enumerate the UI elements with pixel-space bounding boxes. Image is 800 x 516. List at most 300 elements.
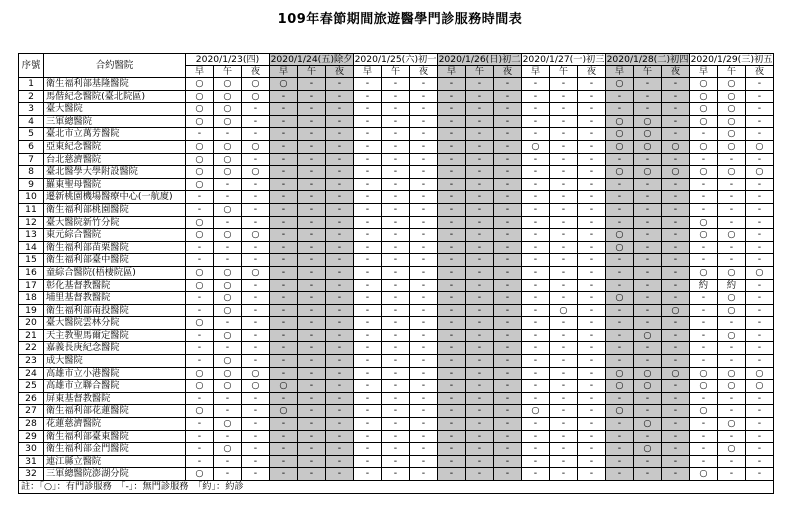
schedule-cell: - bbox=[494, 405, 522, 418]
schedule-cell: - bbox=[466, 304, 494, 317]
table-row bbox=[19, 153, 774, 166]
schedule-cell: - bbox=[410, 229, 438, 242]
schedule-cell: ○ bbox=[718, 140, 746, 153]
schedule-cell: - bbox=[606, 279, 634, 292]
schedule-cell: - bbox=[354, 355, 382, 368]
legend-note: 註：「○」：有門診服務 「-」：無門診服務 「約」：約診 bbox=[19, 481, 774, 494]
schedule-cell: - bbox=[326, 166, 354, 179]
schedule-cell: - bbox=[746, 342, 774, 355]
schedule-cell: - bbox=[438, 254, 466, 267]
hospital-name: 東元綜合醫院 bbox=[44, 229, 186, 242]
schedule-cell: - bbox=[522, 90, 550, 103]
schedule-cell: - bbox=[242, 405, 270, 418]
hospital-name: 衛生福利部金門醫院 bbox=[44, 443, 186, 456]
schedule-cell: - bbox=[326, 405, 354, 418]
schedule-cell: - bbox=[382, 229, 410, 242]
schedule-cell: - bbox=[662, 241, 690, 254]
schedule-cell: - bbox=[466, 468, 494, 481]
schedule-cell: - bbox=[550, 380, 578, 393]
schedule-cell: - bbox=[550, 342, 578, 355]
row-number: 30 bbox=[19, 443, 44, 456]
schedule-cell: - bbox=[466, 342, 494, 355]
schedule-cell: - bbox=[522, 443, 550, 456]
row-number: 10 bbox=[19, 191, 44, 204]
schedule-cell: ○ bbox=[746, 266, 774, 279]
schedule-cell: - bbox=[494, 90, 522, 103]
schedule-cell: ○ bbox=[606, 115, 634, 128]
schedule-cell: - bbox=[298, 455, 326, 468]
schedule-cell: - bbox=[438, 405, 466, 418]
schedule-cell: - bbox=[354, 166, 382, 179]
schedule-cell: - bbox=[186, 329, 214, 342]
schedule-cell: - bbox=[354, 292, 382, 305]
schedule-cell: - bbox=[662, 254, 690, 267]
schedule-cell: - bbox=[606, 304, 634, 317]
schedule-cell: - bbox=[634, 229, 662, 242]
schedule-cell: - bbox=[242, 203, 270, 216]
schedule-cell: - bbox=[242, 329, 270, 342]
schedule-cell: - bbox=[494, 380, 522, 393]
row-number: 29 bbox=[19, 430, 44, 443]
schedule-cell: - bbox=[634, 317, 662, 330]
session-header: 午 bbox=[634, 66, 662, 78]
schedule-cell: - bbox=[522, 241, 550, 254]
schedule-cell: - bbox=[298, 279, 326, 292]
schedule-cell: - bbox=[298, 128, 326, 141]
schedule-cell: - bbox=[494, 367, 522, 380]
schedule-cell: - bbox=[550, 455, 578, 468]
schedule-cell: - bbox=[382, 443, 410, 456]
schedule-cell: - bbox=[606, 103, 634, 116]
schedule-cell: ○ bbox=[186, 166, 214, 179]
schedule-cell: - bbox=[606, 455, 634, 468]
schedule-cell: - bbox=[466, 229, 494, 242]
date-header: 2020/1/28(二)初四 bbox=[606, 54, 689, 65]
schedule-cell: - bbox=[522, 266, 550, 279]
schedule-cell: - bbox=[186, 355, 214, 368]
schedule-cell: - bbox=[662, 216, 690, 229]
schedule-cell: - bbox=[634, 292, 662, 305]
schedule-cell: - bbox=[746, 443, 774, 456]
schedule-cell: - bbox=[242, 292, 270, 305]
schedule-cell: ○ bbox=[186, 216, 214, 229]
schedule-cell: - bbox=[606, 355, 634, 368]
schedule-cell: - bbox=[662, 115, 690, 128]
schedule-cell: - bbox=[410, 241, 438, 254]
row-number: 2 bbox=[19, 90, 44, 103]
schedule-cell: ○ bbox=[214, 78, 242, 91]
session-header: 夜 bbox=[242, 66, 270, 78]
table-row bbox=[19, 178, 774, 191]
schedule-cell: ○ bbox=[662, 166, 690, 179]
schedule-cell: - bbox=[354, 266, 382, 279]
schedule-cell: - bbox=[214, 191, 242, 204]
schedule-cell: - bbox=[410, 203, 438, 216]
hospital-name: 羅東聖母醫院 bbox=[44, 178, 186, 191]
schedule-cell: - bbox=[354, 191, 382, 204]
schedule-cell: - bbox=[186, 191, 214, 204]
hospital-name: 成大醫院 bbox=[44, 355, 186, 368]
schedule-cell: - bbox=[270, 178, 298, 191]
schedule-cell: - bbox=[690, 203, 718, 216]
schedule-cell: - bbox=[438, 380, 466, 393]
schedule-cell: - bbox=[522, 279, 550, 292]
schedule-cell: - bbox=[522, 203, 550, 216]
schedule-cell: - bbox=[522, 178, 550, 191]
schedule-cell: - bbox=[634, 78, 662, 91]
session-header: 午 bbox=[298, 66, 326, 78]
schedule-cell: - bbox=[382, 178, 410, 191]
schedule-cell: - bbox=[606, 468, 634, 481]
schedule-cell: - bbox=[494, 229, 522, 242]
schedule-cell: - bbox=[522, 153, 550, 166]
schedule-cell: ○ bbox=[186, 468, 214, 481]
schedule-cell: - bbox=[662, 317, 690, 330]
hospital-name: 馬偕紀念醫院(臺北院區) bbox=[44, 90, 186, 103]
schedule-cell: - bbox=[522, 392, 550, 405]
schedule-cell: - bbox=[354, 418, 382, 431]
schedule-cell: - bbox=[270, 468, 298, 481]
schedule-cell: - bbox=[494, 153, 522, 166]
schedule-cell: ○ bbox=[186, 380, 214, 393]
schedule-cell: - bbox=[634, 279, 662, 292]
schedule-cell: - bbox=[270, 443, 298, 456]
schedule-cell: ○ bbox=[214, 279, 242, 292]
schedule-cell: - bbox=[578, 191, 606, 204]
schedule-cell: - bbox=[242, 317, 270, 330]
schedule-cell: - bbox=[550, 430, 578, 443]
schedule-cell: ○ bbox=[186, 367, 214, 380]
schedule-cell: - bbox=[186, 128, 214, 141]
schedule-cell: - bbox=[578, 355, 606, 368]
schedule-cell: - bbox=[718, 342, 746, 355]
schedule-cell: - bbox=[410, 103, 438, 116]
schedule-cell: - bbox=[242, 392, 270, 405]
schedule-cell: - bbox=[690, 254, 718, 267]
schedule-cell: - bbox=[746, 317, 774, 330]
schedule-cell: - bbox=[662, 430, 690, 443]
schedule-cell: - bbox=[326, 367, 354, 380]
schedule-cell: - bbox=[718, 216, 746, 229]
schedule-cell: - bbox=[242, 304, 270, 317]
schedule-cell: - bbox=[270, 128, 298, 141]
schedule-cell: - bbox=[494, 392, 522, 405]
row-number: 11 bbox=[19, 203, 44, 216]
schedule-cell: - bbox=[354, 178, 382, 191]
schedule-cell: - bbox=[354, 392, 382, 405]
schedule-cell: - bbox=[746, 203, 774, 216]
schedule-cell: ○ bbox=[606, 405, 634, 418]
hospital-name: 臺北市立萬芳醫院 bbox=[44, 128, 186, 141]
schedule-cell: ○ bbox=[718, 266, 746, 279]
schedule-cell: - bbox=[410, 405, 438, 418]
row-number: 1 bbox=[19, 78, 44, 91]
schedule-cell: - bbox=[746, 229, 774, 242]
schedule-cell: - bbox=[606, 203, 634, 216]
schedule-cell: ○ bbox=[214, 292, 242, 305]
schedule-cell: - bbox=[466, 430, 494, 443]
hospital-name: 埔里基督教醫院 bbox=[44, 292, 186, 305]
schedule-cell: - bbox=[466, 380, 494, 393]
schedule-cell: - bbox=[746, 90, 774, 103]
schedule-cell: - bbox=[186, 203, 214, 216]
schedule-cell: ○ bbox=[606, 241, 634, 254]
schedule-cell: - bbox=[298, 292, 326, 305]
page-title: 109年春節期間旅遊醫學門診服務時間表 bbox=[277, 12, 523, 27]
schedule-cell: - bbox=[550, 329, 578, 342]
session-header: 早 bbox=[354, 66, 382, 78]
schedule-cell: - bbox=[214, 342, 242, 355]
schedule-cell: - bbox=[214, 392, 242, 405]
schedule-cell: - bbox=[662, 342, 690, 355]
schedule-cell: - bbox=[382, 292, 410, 305]
schedule-cell: - bbox=[410, 128, 438, 141]
schedule-cell: - bbox=[270, 103, 298, 116]
hospital-name: 花蓮慈濟醫院 bbox=[44, 418, 186, 431]
schedule-cell: - bbox=[382, 153, 410, 166]
table-row bbox=[19, 367, 774, 380]
hospital-name: 天主教聖馬爾定醫院 bbox=[44, 329, 186, 342]
schedule-cell: - bbox=[438, 216, 466, 229]
schedule-cell: - bbox=[690, 430, 718, 443]
schedule-cell: - bbox=[326, 292, 354, 305]
schedule-cell: - bbox=[522, 254, 550, 267]
schedule-cell: - bbox=[522, 342, 550, 355]
schedule-cell: - bbox=[494, 128, 522, 141]
schedule-cell: - bbox=[522, 292, 550, 305]
schedule-cell: - bbox=[410, 292, 438, 305]
schedule-cell: ○ bbox=[718, 90, 746, 103]
schedule-cell: - bbox=[298, 78, 326, 91]
schedule-cell: - bbox=[186, 304, 214, 317]
schedule-cell: - bbox=[550, 115, 578, 128]
table-row bbox=[19, 455, 774, 468]
schedule-cell: - bbox=[410, 430, 438, 443]
schedule-cell: - bbox=[578, 405, 606, 418]
schedule-cell: - bbox=[438, 178, 466, 191]
schedule-cell: - bbox=[634, 392, 662, 405]
schedule-cell: - bbox=[634, 103, 662, 116]
schedule-cell: - bbox=[438, 153, 466, 166]
schedule-cell: - bbox=[466, 367, 494, 380]
schedule-cell: - bbox=[690, 191, 718, 204]
schedule-cell: - bbox=[214, 241, 242, 254]
schedule-cell: - bbox=[494, 455, 522, 468]
row-number: 26 bbox=[19, 392, 44, 405]
schedule-cell: - bbox=[410, 254, 438, 267]
schedule-cell: - bbox=[298, 203, 326, 216]
schedule-cell: - bbox=[270, 292, 298, 305]
schedule-cell: - bbox=[242, 191, 270, 204]
schedule-cell: - bbox=[690, 355, 718, 368]
schedule-cell: - bbox=[550, 254, 578, 267]
schedule-cell: - bbox=[634, 455, 662, 468]
schedule-cell: - bbox=[410, 304, 438, 317]
schedule-cell: - bbox=[746, 115, 774, 128]
session-header: 早 bbox=[270, 66, 298, 78]
row-number: 31 bbox=[19, 455, 44, 468]
schedule-cell: - bbox=[326, 392, 354, 405]
schedule-cell: - bbox=[354, 241, 382, 254]
schedule-cell: - bbox=[214, 216, 242, 229]
schedule-cell: - bbox=[326, 304, 354, 317]
schedule-cell: - bbox=[634, 468, 662, 481]
schedule-cell: - bbox=[354, 405, 382, 418]
schedule-cell: - bbox=[298, 153, 326, 166]
hospital-name: 衛生福利部臺東醫院 bbox=[44, 430, 186, 443]
schedule-cell: - bbox=[354, 128, 382, 141]
schedule-cell: ○ bbox=[746, 166, 774, 179]
session-header: 夜 bbox=[746, 66, 774, 78]
row-number: 3 bbox=[19, 103, 44, 116]
table-row bbox=[19, 203, 774, 216]
session-header: 早 bbox=[438, 66, 466, 78]
schedule-cell: - bbox=[354, 103, 382, 116]
schedule-cell: - bbox=[214, 317, 242, 330]
schedule-cell: ○ bbox=[718, 380, 746, 393]
schedule-cell: ○ bbox=[214, 304, 242, 317]
schedule-cell: - bbox=[410, 329, 438, 342]
schedule-cell: - bbox=[746, 178, 774, 191]
schedule-cell: - bbox=[522, 418, 550, 431]
schedule-cell: - bbox=[690, 392, 718, 405]
schedule-cell: ○ bbox=[718, 418, 746, 431]
schedule-cell: - bbox=[186, 455, 214, 468]
schedule-cell: - bbox=[242, 342, 270, 355]
schedule-cell: - bbox=[242, 418, 270, 431]
hospital-name: 衛生福利部南投醫院 bbox=[44, 304, 186, 317]
schedule-cell: ○ bbox=[186, 317, 214, 330]
schedule-cell: - bbox=[438, 78, 466, 91]
schedule-cell: - bbox=[550, 103, 578, 116]
schedule-cell: - bbox=[718, 405, 746, 418]
schedule-cell: - bbox=[522, 329, 550, 342]
schedule-cell: - bbox=[550, 78, 578, 91]
row-number: 8 bbox=[19, 166, 44, 179]
schedule-cell: - bbox=[410, 380, 438, 393]
schedule-cell: - bbox=[746, 329, 774, 342]
row-number: 32 bbox=[19, 468, 44, 481]
schedule-cell: ○ bbox=[242, 78, 270, 91]
session-header: 夜 bbox=[578, 66, 606, 78]
schedule-cell: - bbox=[466, 90, 494, 103]
schedule-cell: ○ bbox=[690, 405, 718, 418]
schedule-cell: ○ bbox=[214, 90, 242, 103]
schedule-cell: - bbox=[438, 443, 466, 456]
schedule-cell: - bbox=[326, 329, 354, 342]
schedule-cell: ○ bbox=[718, 329, 746, 342]
schedule-cell: - bbox=[466, 405, 494, 418]
schedule-cell: - bbox=[410, 468, 438, 481]
schedule-cell: - bbox=[214, 254, 242, 267]
schedule-cell: - bbox=[186, 430, 214, 443]
schedule-cell: - bbox=[270, 241, 298, 254]
schedule-cell: - bbox=[326, 468, 354, 481]
date-header: 2020/1/29(三)初五 bbox=[690, 54, 773, 65]
schedule-cell: - bbox=[354, 254, 382, 267]
schedule-cell: - bbox=[466, 266, 494, 279]
schedule-cell: - bbox=[326, 153, 354, 166]
schedule-cell: - bbox=[382, 317, 410, 330]
schedule-cell: - bbox=[354, 329, 382, 342]
schedule-cell: - bbox=[410, 191, 438, 204]
schedule-cell: - bbox=[326, 115, 354, 128]
schedule-cell: - bbox=[550, 216, 578, 229]
schedule-cell: - bbox=[270, 266, 298, 279]
schedule-cell: - bbox=[746, 292, 774, 305]
schedule-cell: - bbox=[606, 317, 634, 330]
row-number: 20 bbox=[19, 317, 44, 330]
schedule-cell: - bbox=[578, 90, 606, 103]
schedule-cell: - bbox=[438, 367, 466, 380]
schedule-cell: - bbox=[578, 455, 606, 468]
schedule-cell: - bbox=[382, 216, 410, 229]
schedule-cell: - bbox=[382, 140, 410, 153]
schedule-cell: ○ bbox=[270, 78, 298, 91]
schedule-cell: - bbox=[550, 405, 578, 418]
table-row bbox=[19, 241, 774, 254]
schedule-cell: ○ bbox=[522, 140, 550, 153]
schedule-cell: - bbox=[746, 304, 774, 317]
schedule-cell: - bbox=[634, 342, 662, 355]
schedule-cell: - bbox=[438, 392, 466, 405]
schedule-cell: - bbox=[382, 342, 410, 355]
schedule-cell: ○ bbox=[690, 103, 718, 116]
schedule-cell: - bbox=[382, 392, 410, 405]
schedule-cell: ○ bbox=[214, 266, 242, 279]
schedule-cell: - bbox=[746, 430, 774, 443]
schedule-cell: - bbox=[354, 380, 382, 393]
schedule-cell: - bbox=[494, 468, 522, 481]
schedule-cell: - bbox=[382, 405, 410, 418]
schedule-cell: - bbox=[242, 178, 270, 191]
note-row bbox=[19, 481, 774, 494]
schedule-cell: - bbox=[578, 128, 606, 141]
schedule-cell: - bbox=[410, 90, 438, 103]
schedule-cell: - bbox=[298, 355, 326, 368]
schedule-cell: - bbox=[438, 304, 466, 317]
hospital-name: 高雄市立聯合醫院 bbox=[44, 380, 186, 393]
schedule-cell: - bbox=[746, 468, 774, 481]
schedule-cell: - bbox=[662, 292, 690, 305]
schedule-cell: - bbox=[634, 405, 662, 418]
schedule-cell: - bbox=[578, 380, 606, 393]
schedule-cell: - bbox=[354, 443, 382, 456]
schedule-cell: - bbox=[494, 241, 522, 254]
schedule-cell: 約 bbox=[690, 279, 718, 292]
schedule-cell: - bbox=[550, 203, 578, 216]
row-number: 13 bbox=[19, 229, 44, 242]
schedule-cell: - bbox=[662, 279, 690, 292]
table-row bbox=[19, 78, 774, 91]
schedule-cell: - bbox=[550, 367, 578, 380]
schedule-cell: - bbox=[746, 241, 774, 254]
session-header: 午 bbox=[550, 66, 578, 78]
table-row bbox=[19, 103, 774, 116]
table-row bbox=[19, 90, 774, 103]
schedule-cell: ○ bbox=[214, 355, 242, 368]
schedule-cell: - bbox=[522, 191, 550, 204]
schedule-cell: - bbox=[298, 329, 326, 342]
schedule-cell: - bbox=[438, 279, 466, 292]
schedule-cell: - bbox=[550, 266, 578, 279]
seq-header: 序號 bbox=[19, 54, 44, 78]
row-number: 19 bbox=[19, 304, 44, 317]
schedule-cell: - bbox=[354, 430, 382, 443]
schedule-cell: ○ bbox=[214, 103, 242, 116]
row-number: 24 bbox=[19, 367, 44, 380]
schedule-cell: - bbox=[606, 191, 634, 204]
